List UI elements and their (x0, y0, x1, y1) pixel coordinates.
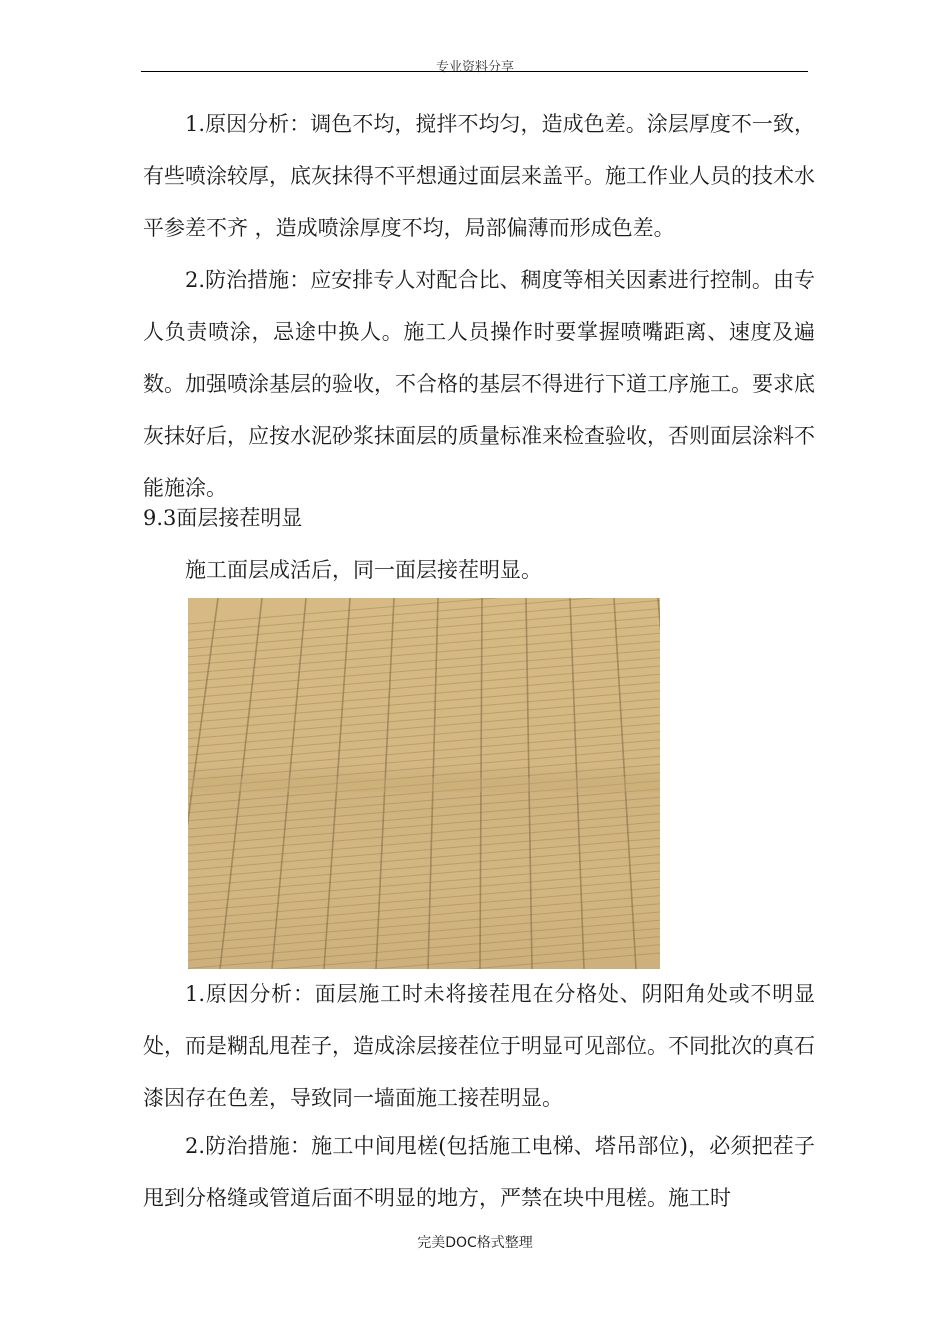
grid-line-horizontal (188, 855, 660, 895)
grid-line-horizontal (188, 814, 660, 854)
grid-line-horizontal (188, 863, 660, 903)
grid-line-horizontal (188, 691, 660, 731)
header-divider (141, 71, 808, 72)
grid-line-horizontal (188, 953, 660, 969)
grid-line-horizontal (188, 912, 660, 952)
grid-line-horizontal (188, 789, 660, 829)
prevention-paragraph-2: 2.防治措施：施工中间甩槎(包括施工电梯、塔吊部位)，必须把茬子甩到分格缝或管道后面不明显的地方，严禁在块中甩槎。施工时 (143, 1134, 815, 1210)
grid-line-horizontal (188, 723, 660, 763)
cause-analysis-paragraph-2: 1.原因分析：面层施工时未将接茬甩在分格处、阴阳角处或不明显处，而是糊乱甩茬子，造成涂层接茬位于明显可见部位。不同批次的真石漆因存在色差，导致同一墙面施工接茬明显。 (143, 982, 815, 1110)
grid-line-horizontal (188, 715, 660, 755)
grid-line-horizontal (188, 904, 660, 944)
grid-line-horizontal (188, 732, 660, 772)
grid-line-horizontal (188, 896, 660, 936)
grid-line-horizontal (188, 658, 660, 698)
grid-line-horizontal (188, 641, 660, 681)
footer-text: 完美DOC格式整理 (417, 1235, 533, 1251)
joint-mark-photo (188, 598, 660, 969)
grid-line-horizontal (188, 871, 660, 911)
cause-analysis-paragraph-1: 1.原因分析：调色不均，搅拌不均匀，造成色差。涂层厚度不一致，有些喷涂较厚，底灰抹得不平想通过面层来盖平。施工作业人员的技术水平参差不齐 ，造成喷涂厚度不均，局部偏薄而形成色差。 (143, 112, 815, 240)
header-title: 专业资料分享 (435, 60, 514, 75)
grid-line-horizontal (188, 707, 660, 747)
grid-line-horizontal (188, 699, 660, 739)
grid-line-horizontal (188, 830, 660, 870)
prevention-paragraph-1: 2.防治措施：应安排专人对配合比、稠度等相关因素进行控制。由专人负责喷涂，忌途中换人。施工人员操作时要掌握喷嘴距离、速度及遍数。加强喷涂基层的验收，不合格的基层不得进行下道工序施工。要求底灰抹好后，应按水泥砂浆抹面层的质量标准来检查验收，否则面层涂料不能施涂。 (143, 268, 815, 500)
grid-line-horizontal (188, 846, 660, 886)
grid-line-horizontal (188, 879, 660, 919)
section-intro: 施工面层成活后，同一面层接茬明显。 (185, 558, 542, 582)
grid-line-horizontal (188, 838, 660, 878)
grid-line-horizontal (188, 666, 660, 706)
grid-line-horizontal (188, 633, 660, 673)
grid-line-horizontal (188, 920, 660, 960)
grid-line-horizontal (188, 682, 660, 722)
section-heading: 9.3面层接茬明显 (143, 506, 303, 530)
grid-line-horizontal (188, 822, 660, 862)
grid-lines (188, 598, 660, 969)
grid-line-horizontal (188, 650, 660, 690)
grid-line-horizontal (188, 740, 660, 780)
grid-line-horizontal (188, 928, 660, 968)
grid-line-horizontal (188, 797, 660, 837)
grid-line-horizontal (188, 887, 660, 927)
grid-line-horizontal (188, 805, 660, 845)
grid-line-horizontal (188, 674, 660, 714)
grid-line-horizontal (188, 937, 660, 969)
